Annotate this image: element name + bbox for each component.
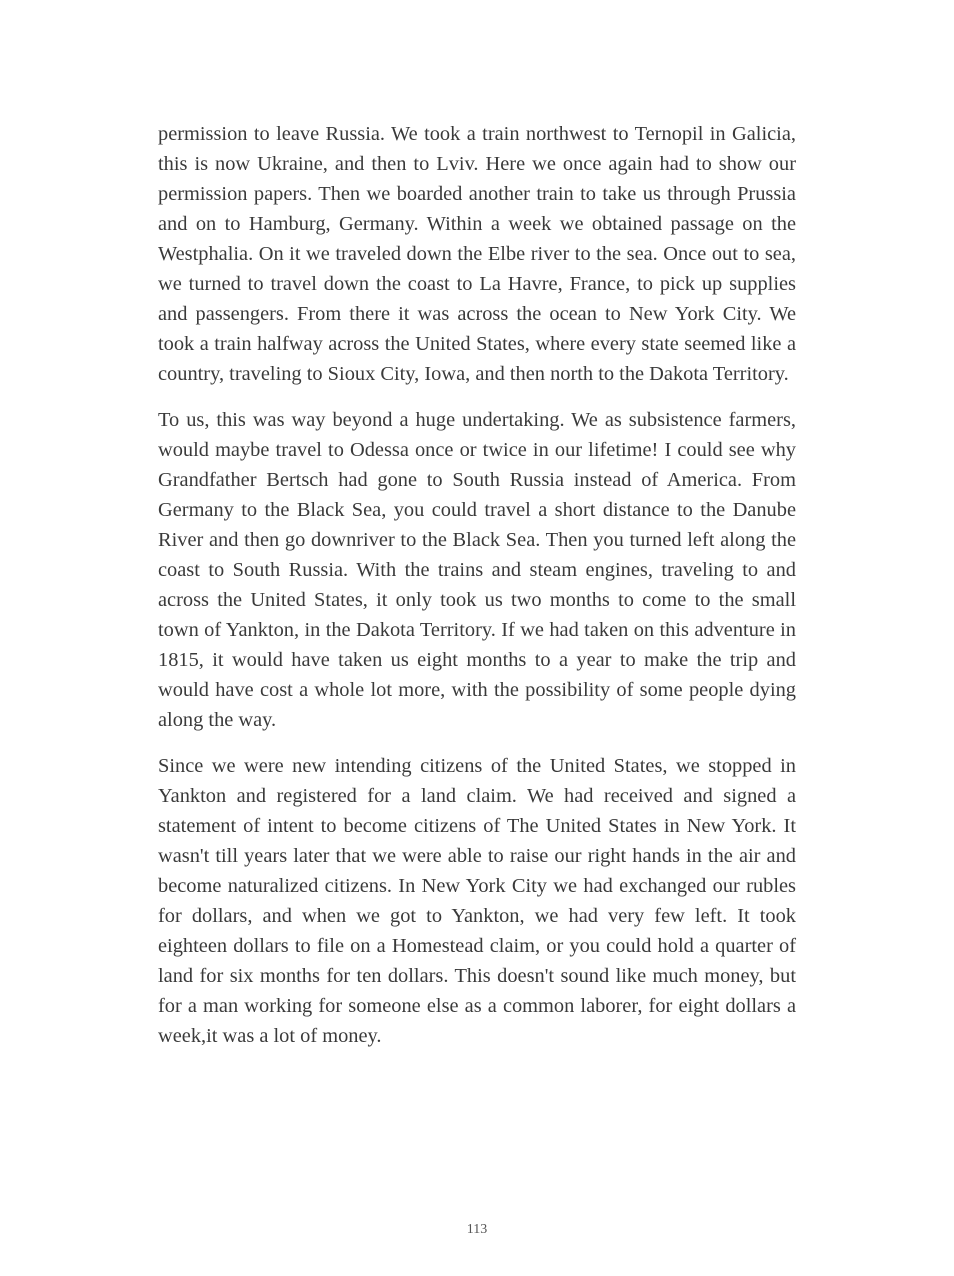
paragraph-1: permission to leave Russia. We took a train northwest to Ternopil in Galicia, this is now Ukraine, and then to Lviv. Here we once again had to show our permission papers. Then we boarded another train to take us through Prussia and on to Hamburg, Germany. Within a week we obtained passage on the Westphalia. On it we traveled down the Elbe river to the sea. Once out to sea, we turned to travel down the coast to La Havre, France, to pick up supplies and passengers. From there it was across the ocean to New York City. We took a train halfway across the United States, where every state seemed like a country, traveling to Sioux City, Iowa, and then north to the Dakota Territory.	[158, 123, 796, 385]
paragraph-2: To us, this was way beyond a huge undertaking. We as subsistence farmers, would maybe travel to Odessa once or twice in our lifetime! I could see why Grandfather Bertsch had gone to South Russia instead of America. From Germany to the Black Sea, you could travel a short distance to the Danube River and then go downriver to the Black Sea. Then you turned left along the coast to South Russia. With the trains and steam engines, traveling to and across the United States, it only took us two months to come to the small town of Yankton, in the Dakota Territory. If we had taken on this adventure in 1815, it would have taken us eight months to a year to make the trip and would have cost a whole lot more, with the possibility of some people dying along the way.	[158, 409, 796, 731]
page-number: 113	[466, 1222, 488, 1237]
body-text	[158, 119, 796, 1067]
paragraph-3: Since we were new intending citizens of the United States, we stopped in Yankton and registered for a land claim. We had received and signed a statement of intent to become citizens of The United States in New York. It wasn't till years later that we were able to raise our right hands in the air and become naturalized citizens. In New York City we had exchanged our rubles for dollars, and when we got to Yankton, we had very few left. It took eighteen dollars to file on a Homestead claim, or you could hold a quarter of land for six months for ten dollars. This doesn't sound like much money, but for a man working for someone else as a common laborer, for eight dollars a week,it was a lot of money.	[158, 755, 796, 1047]
